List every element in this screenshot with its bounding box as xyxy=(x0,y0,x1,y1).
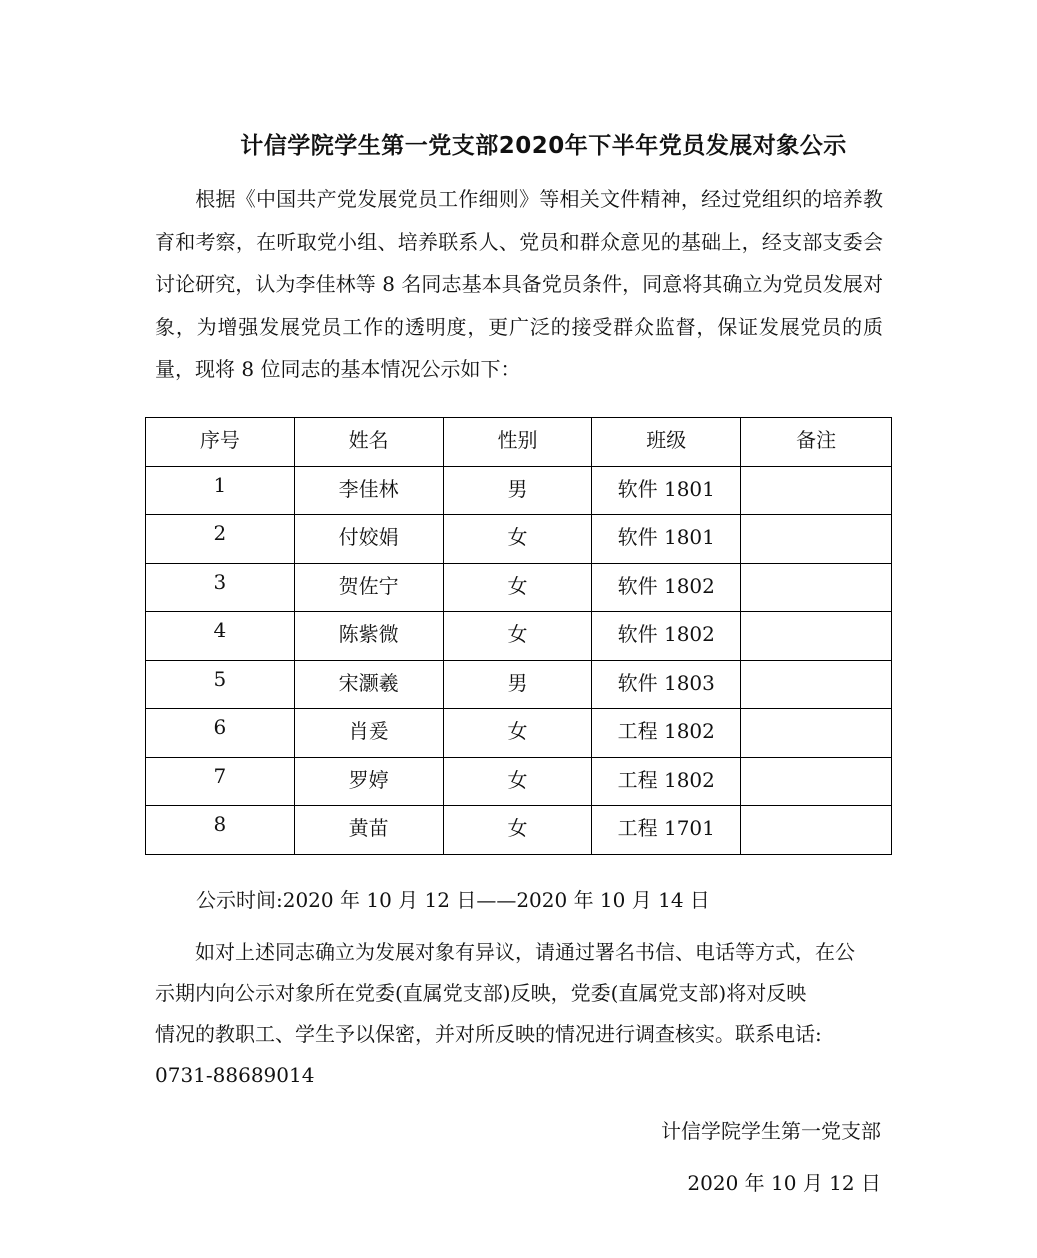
cell-remarks xyxy=(741,612,892,661)
cell-index: 1 xyxy=(146,466,295,515)
table-row xyxy=(146,806,892,855)
header-remarks: 备注 xyxy=(741,418,892,467)
cell-gender: 男 xyxy=(443,660,592,709)
candidate-table xyxy=(145,417,892,855)
document-title: 计信学院学生第一党支部2020年下半年党员发展对象公示 xyxy=(240,133,847,159)
header-name: 姓名 xyxy=(294,418,443,467)
cell-gender: 女 xyxy=(443,757,592,806)
cell-name: 李佳林 xyxy=(294,466,443,515)
cell-remarks xyxy=(741,757,892,806)
cell-index: 2 xyxy=(146,515,295,564)
cell-name: 肖爰 xyxy=(294,709,443,758)
cell-index: 8 xyxy=(146,806,295,855)
intro-paragraph xyxy=(155,178,883,391)
table-row xyxy=(146,709,892,758)
cell-name: 黄苗 xyxy=(294,806,443,855)
cell-gender: 女 xyxy=(443,515,592,564)
cell-name: 陈紫微 xyxy=(294,612,443,661)
cell-class: 软件 1803 xyxy=(592,660,741,709)
signature-organization: 计信学院学生第一党支部 xyxy=(661,1119,881,1143)
cell-class: 软件 1802 xyxy=(592,612,741,661)
cell-class: 软件 1801 xyxy=(592,466,741,515)
intro-text: 根据《中国共产党发展党员工作细则》等相关文件精神，经过党组织的培养教育和考察，在听取党小组、培养联系人、党员和群众意见的基础上，经支部支委会讨论研究，认为李佳林等 8 名同志基本具备党员条件，同意将其确立为党员发展对象，为增强发展党员工作的透明度，更广泛的接受群众监督，保证发展党员的质量，现将 8 位同志的基本情况公示如下： xyxy=(155,187,883,381)
cell-remarks xyxy=(741,806,892,855)
cell-class: 软件 1802 xyxy=(592,563,741,612)
objection-notice xyxy=(155,932,883,1096)
cell-index: 6 xyxy=(146,709,295,758)
cell-name: 付姣娟 xyxy=(294,515,443,564)
table-row xyxy=(146,612,892,661)
cell-class: 工程 1802 xyxy=(592,757,741,806)
publicity-period: 公示时间:2020 年 10 月 12 日——2020 年 10 月 14 日 xyxy=(196,888,710,912)
notice-line: 如对上述同志确立为发展对象有异议，请通过署名书信、电话等方式，在公 xyxy=(195,940,855,964)
cell-index: 7 xyxy=(146,757,295,806)
table-row xyxy=(146,757,892,806)
signature-date: 2020 年 10 月 12 日 xyxy=(687,1171,881,1195)
contact-phone: 0731-88689014 xyxy=(155,1063,315,1087)
notice-line: 示期内向公示对象所在党委(直属党支部)反映，党委(直属党支部)将对反映 xyxy=(155,981,807,1005)
cell-remarks xyxy=(741,515,892,564)
cell-remarks xyxy=(741,563,892,612)
cell-gender: 女 xyxy=(443,563,592,612)
cell-remarks xyxy=(741,466,892,515)
cell-gender: 男 xyxy=(443,466,592,515)
cell-index: 3 xyxy=(146,563,295,612)
cell-index: 4 xyxy=(146,612,295,661)
header-gender: 性别 xyxy=(443,418,592,467)
cell-index: 5 xyxy=(146,660,295,709)
cell-class: 工程 1802 xyxy=(592,709,741,758)
cell-class: 工程 1701 xyxy=(592,806,741,855)
cell-name: 贺佐宁 xyxy=(294,563,443,612)
cell-remarks xyxy=(741,709,892,758)
cell-name: 宋灏羲 xyxy=(294,660,443,709)
header-class: 班级 xyxy=(592,418,741,467)
table-row xyxy=(146,466,892,515)
table-row xyxy=(146,563,892,612)
cell-remarks xyxy=(741,660,892,709)
table-row xyxy=(146,515,892,564)
notice-line: 情况的教职工、学生予以保密，并对所反映的情况进行调查核实。联系电话: xyxy=(155,1022,822,1046)
header-index: 序号 xyxy=(146,418,295,467)
cell-gender: 女 xyxy=(443,806,592,855)
cell-class: 软件 1801 xyxy=(592,515,741,564)
table-header-row xyxy=(146,418,892,467)
cell-name: 罗婷 xyxy=(294,757,443,806)
cell-gender: 女 xyxy=(443,612,592,661)
table-row xyxy=(146,660,892,709)
cell-gender: 女 xyxy=(443,709,592,758)
